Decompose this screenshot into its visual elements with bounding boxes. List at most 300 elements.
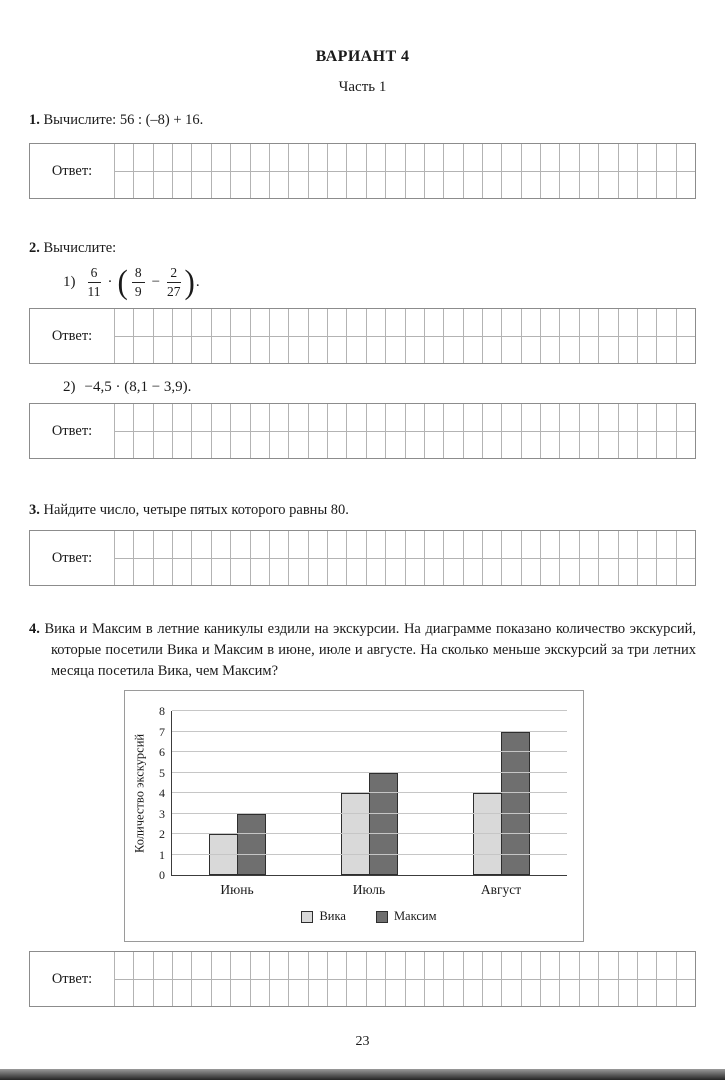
gridline (172, 772, 567, 773)
answer-grid-cell (230, 431, 249, 458)
answer-grid-cell (618, 336, 637, 363)
answer-grid-cell (114, 336, 133, 363)
answer-grid-cell (521, 309, 540, 336)
problem-2-item-2 (63, 376, 696, 398)
answer-grid-cell (521, 336, 540, 363)
answer-grid-cell (579, 558, 598, 585)
answer-grid-cell (327, 531, 346, 558)
y-tick-label: 1 (159, 847, 165, 862)
answer-grid-cell (443, 558, 462, 585)
answer-grid-cell (114, 309, 133, 336)
answer-grid-cell (366, 952, 385, 979)
answer-grid-cell (405, 431, 424, 458)
answer-grid-cell (327, 171, 346, 198)
bar-Максим-Июль (369, 773, 398, 876)
item-1-label: 1) (63, 273, 76, 290)
answer-grid-cell (269, 171, 288, 198)
answer-grid-cell (521, 431, 540, 458)
answer-grid-cell (618, 144, 637, 171)
answer-grid-cell (327, 558, 346, 585)
answer-box-4 (29, 530, 696, 586)
answer-grid-cell (250, 144, 269, 171)
answer-grid-cell (346, 558, 365, 585)
answer-grid-cell (424, 309, 443, 336)
answer-grid-cell (501, 531, 520, 558)
answer-grid-cell (172, 952, 191, 979)
answer-grid-cell (676, 404, 695, 431)
bar-Вика-Август (473, 793, 502, 875)
x-category-label: Август (480, 882, 522, 898)
answer-grid-cell (424, 171, 443, 198)
answer-grid-cell (598, 952, 617, 979)
answer-grid-cell (482, 558, 501, 585)
chart-y-axis-title: Количество экскурсий (132, 733, 147, 853)
problem-4-text: Вика и Максим в летние каникулы ездили на экскурсии. На диаграмме показано количество экскурсий, которые посетили Вика и Максим в июне, июле и августе. На сколько меньше экскурсий за три летних месяца посетила Вика, чем Максим? (44, 621, 697, 679)
answer-grid-cell (463, 309, 482, 336)
answer-grid-cell (559, 531, 578, 558)
fraction-2-27 (167, 265, 181, 300)
bar-Максим-Июнь (237, 814, 266, 876)
answer-grid-cell (598, 336, 617, 363)
bar-Вика-Июль (341, 793, 370, 875)
answer-grid-cell (153, 336, 172, 363)
problem-2-item-1 (63, 258, 696, 306)
answer-grid-cell (656, 171, 675, 198)
answer-grid-cell (443, 431, 462, 458)
close-paren: ) (184, 262, 195, 301)
gridline (172, 751, 567, 752)
answer-grid-cell (501, 952, 520, 979)
gridline (172, 792, 567, 793)
answer-grid-cell (211, 309, 230, 336)
answer-grid-cell (308, 309, 327, 336)
answer-grid-cell (172, 336, 191, 363)
answer-grid-5 (114, 952, 695, 1006)
answer-grid-cell (405, 404, 424, 431)
answer-grid-cell (463, 558, 482, 585)
answer-grid-cell (133, 979, 152, 1006)
answer-grid-cell (579, 979, 598, 1006)
answer-grid-cell (191, 979, 210, 1006)
answer-grid-cell (656, 404, 675, 431)
answer-grid-cell (133, 309, 152, 336)
answer-grid-cell (540, 558, 559, 585)
answer-grid-cell (288, 171, 307, 198)
fraction-denominator: 9 (134, 283, 142, 299)
answer-grid-cell (501, 979, 520, 1006)
answer-grid-cell (308, 171, 327, 198)
answer-grid-cell (211, 431, 230, 458)
bar-Вика-Июнь (209, 834, 238, 875)
answer-grid-cell (482, 309, 501, 336)
page-number: 23 (355, 1034, 370, 1050)
answer-grid-cell (463, 979, 482, 1006)
x-category-label: Июль (352, 882, 386, 898)
answer-grid-cell (269, 431, 288, 458)
answer-grid-cell (308, 336, 327, 363)
answer-grid-cell (405, 558, 424, 585)
y-tick-label: 0 (159, 868, 165, 883)
answer-grid-cell (463, 336, 482, 363)
answer-grid-cell (250, 558, 269, 585)
answer-grid-cell (521, 404, 540, 431)
chart-plot (171, 711, 567, 876)
answer-grid-cell (579, 144, 598, 171)
answer-grid-cell (618, 431, 637, 458)
answer-grid-cell (153, 309, 172, 336)
answer-grid-cell (153, 404, 172, 431)
answer-grid-cell (230, 144, 249, 171)
answer-grid-cell (443, 404, 462, 431)
answer-grid-cell (133, 531, 152, 558)
answer-grid-cell (366, 309, 385, 336)
answer-grid-cell (656, 309, 675, 336)
problem-3-number: 3. (29, 502, 40, 519)
answer-grid-cell (385, 171, 404, 198)
answer-grid-cell (172, 404, 191, 431)
answer-grid-2 (114, 309, 695, 363)
fraction-denominator: 27 (167, 283, 181, 299)
answer-grid-cell (230, 952, 249, 979)
answer-grid-cell (133, 144, 152, 171)
chart-inner (131, 704, 567, 924)
variant-title: ВАРИАНТ 4 (315, 48, 410, 65)
problem-1-text: Вычислите: 56 : (–8) + 16. (43, 112, 204, 128)
chart-legend (171, 909, 567, 924)
answer-grid-cell (308, 558, 327, 585)
problem-3 (29, 501, 696, 520)
chart-y-ticks (149, 704, 171, 883)
answer-grid-cell (114, 979, 133, 1006)
answer-grid-cell (327, 431, 346, 458)
answer-grid-cell (153, 979, 172, 1006)
scan-edge-shadow (0, 1069, 725, 1080)
answer-grid-cell (308, 979, 327, 1006)
gridline (172, 854, 567, 855)
answer-grid-cell (598, 558, 617, 585)
answer-grid-cell (211, 404, 230, 431)
answer-grid-cell (463, 171, 482, 198)
answer-grid-cell (501, 404, 520, 431)
fraction-6-11 (88, 265, 101, 300)
answer-grid-cell (269, 531, 288, 558)
answer-grid-cell (637, 144, 656, 171)
answer-grid-cell (250, 531, 269, 558)
answer-grid-cell (424, 979, 443, 1006)
chart-groups (172, 711, 567, 875)
answer-grid-cell (269, 144, 288, 171)
problem-4 (29, 619, 696, 681)
answer-grid-cell (133, 952, 152, 979)
bar-group-Июль (341, 711, 398, 875)
answer-grid-1 (114, 144, 695, 198)
answer-grid-cell (559, 431, 578, 458)
x-category-label: Июнь (220, 882, 254, 898)
answer-grid-cell (424, 404, 443, 431)
answer-grid-cell (405, 531, 424, 558)
answer-grid-cell (424, 952, 443, 979)
answer-grid-cell (637, 309, 656, 336)
y-tick-label: 7 (159, 724, 165, 739)
answer-grid-cell (308, 144, 327, 171)
gridline (172, 731, 567, 732)
answer-grid-cell (366, 431, 385, 458)
answer-grid-cell (133, 336, 152, 363)
answer-grid-cell (618, 404, 637, 431)
answer-grid-cell (211, 979, 230, 1006)
answer-grid-cell (656, 979, 675, 1006)
answer-grid-cell (676, 336, 695, 363)
answer-grid-cell (501, 171, 520, 198)
answer-grid-cell (288, 309, 307, 336)
answer-grid-cell (482, 952, 501, 979)
answer-grid-cell (269, 952, 288, 979)
answer-grid-cell (540, 336, 559, 363)
answer-grid-cell (385, 309, 404, 336)
minus-sign: − (151, 273, 161, 290)
answer-grid-cell (521, 558, 540, 585)
answer-grid-cell (172, 309, 191, 336)
answer-grid-cell (250, 336, 269, 363)
answer-grid-cell (327, 336, 346, 363)
answer-grid-cell (346, 979, 365, 1006)
answer-grid-cell (618, 952, 637, 979)
answer-grid-cell (366, 336, 385, 363)
answer-box-2 (29, 308, 696, 364)
answer-grid-cell (288, 404, 307, 431)
answer-grid-cell (385, 558, 404, 585)
answer-grid-cell (637, 979, 656, 1006)
answer-grid-cell (172, 558, 191, 585)
answer-grid-cell (405, 144, 424, 171)
answer-grid-cell (230, 309, 249, 336)
answer-grid-cell (385, 979, 404, 1006)
chart-x-labels (171, 882, 567, 898)
fraction-numerator: 6 (88, 265, 101, 283)
answer-grid-cell (676, 431, 695, 458)
answer-grid-cell (482, 431, 501, 458)
answer-grid-cell (250, 171, 269, 198)
answer-grid-cell (153, 171, 172, 198)
y-tick-label: 4 (159, 786, 165, 801)
gridline (172, 813, 567, 814)
answer-grid-cell (656, 431, 675, 458)
answer-grid-cell (211, 558, 230, 585)
answer-grid-cell (385, 431, 404, 458)
answer-grid-cell (559, 144, 578, 171)
legend-swatch (301, 911, 313, 923)
answer-grid-cell (443, 336, 462, 363)
answer-grid-cell (327, 979, 346, 1006)
answer-grid-cell (133, 431, 152, 458)
answer-grid-cell (385, 952, 404, 979)
answer-grid-cell (579, 431, 598, 458)
answer-grid-cell (153, 558, 172, 585)
y-tick-label: 3 (159, 806, 165, 821)
gridline (172, 833, 567, 834)
answer-grid-cell (250, 979, 269, 1006)
answer-label: Ответ: (51, 422, 93, 439)
answer-grid-cell (250, 404, 269, 431)
answer-grid-cell (598, 171, 617, 198)
answer-grid-cell (443, 309, 462, 336)
answer-grid-cell (637, 171, 656, 198)
answer-grid-cell (501, 336, 520, 363)
bar-group-Июнь (209, 711, 266, 875)
answer-grid-cell (288, 336, 307, 363)
answer-grid-cell (443, 952, 462, 979)
answer-grid-cell (288, 558, 307, 585)
answer-grid-cell (191, 404, 210, 431)
answer-grid-cell (656, 952, 675, 979)
answer-grid-cell (424, 431, 443, 458)
answer-grid-cell (579, 952, 598, 979)
answer-grid-cell (443, 171, 462, 198)
answer-grid-cell (230, 171, 249, 198)
answer-grid-cell (521, 979, 540, 1006)
answer-grid-cell (540, 531, 559, 558)
answer-grid-cell (540, 404, 559, 431)
answer-grid-cell (250, 431, 269, 458)
answer-grid-cell (676, 979, 695, 1006)
answer-grid-cell (676, 558, 695, 585)
answer-grid-cell (153, 531, 172, 558)
answer-grid-cell (405, 336, 424, 363)
answer-grid-cell (172, 431, 191, 458)
answer-grid-cell (676, 531, 695, 558)
answer-grid-cell (540, 979, 559, 1006)
answer-grid-cell (618, 309, 637, 336)
answer-grid-cell (559, 558, 578, 585)
answer-grid-cell (598, 531, 617, 558)
answer-grid-cell (308, 531, 327, 558)
answer-grid-cell (230, 404, 249, 431)
answer-grid-cell (269, 558, 288, 585)
answer-grid-cell (308, 404, 327, 431)
answer-grid-cell (482, 979, 501, 1006)
answer-box-3 (29, 403, 696, 459)
answer-box-5 (29, 951, 696, 1007)
answer-grid-cell (424, 144, 443, 171)
answer-grid-cell (637, 404, 656, 431)
answer-grid-cell (327, 309, 346, 336)
answer-grid-cell (540, 431, 559, 458)
answer-grid-cell (153, 144, 172, 171)
answer-grid-cell (114, 404, 133, 431)
answer-grid-cell (579, 404, 598, 431)
answer-grid-cell (540, 309, 559, 336)
answer-grid-cell (559, 404, 578, 431)
legend-label: Вика (319, 909, 346, 924)
answer-grid-cell (230, 558, 249, 585)
open-paren: ( (117, 262, 128, 301)
answer-grid-cell (463, 431, 482, 458)
answer-grid-cell (463, 404, 482, 431)
chart-plot-column (171, 711, 567, 924)
answer-grid-cell (405, 952, 424, 979)
answer-grid-cell (424, 558, 443, 585)
problem-4-number: 4. (29, 621, 40, 638)
item-2-label: 2) (63, 378, 76, 395)
legend-label: Максим (393, 909, 437, 924)
answer-grid-cell (191, 144, 210, 171)
answer-grid-cell (443, 979, 462, 1006)
answer-grid-cell (482, 144, 501, 171)
answer-grid-cell (482, 404, 501, 431)
answer-grid-cell (637, 952, 656, 979)
answer-grid-cell (288, 979, 307, 1006)
answer-grid-cell (521, 171, 540, 198)
answer-grid-cell (579, 336, 598, 363)
answer-grid-cell (308, 952, 327, 979)
legend-swatch (376, 911, 388, 923)
answer-grid-cell (191, 558, 210, 585)
answer-grid-cell (656, 336, 675, 363)
answer-grid-4 (114, 531, 695, 585)
problem-2-text: Вычислите: (43, 240, 117, 257)
answer-grid-cell (443, 531, 462, 558)
answer-grid-cell (463, 144, 482, 171)
answer-grid-cell (482, 336, 501, 363)
answer-grid-cell (230, 336, 249, 363)
answer-grid-cell (424, 336, 443, 363)
answer-grid-cell (501, 558, 520, 585)
fraction-numerator: 2 (167, 265, 181, 283)
answer-grid-cell (346, 309, 365, 336)
problem-1 (29, 111, 696, 130)
answer-grid-cell (443, 144, 462, 171)
item-2-expression: −4,5 · (8,1 − 3,9). (84, 378, 192, 395)
y-tick-label: 5 (159, 765, 165, 780)
answer-grid-cell (346, 431, 365, 458)
answer-grid-cell (346, 404, 365, 431)
answer-grid-cell (521, 952, 540, 979)
answer-grid-cell (211, 336, 230, 363)
answer-grid-cell (191, 336, 210, 363)
answer-grid-cell (676, 952, 695, 979)
answer-grid-cell (676, 144, 695, 171)
fraction-denominator: 11 (87, 283, 101, 299)
answer-grid-cell (211, 144, 230, 171)
answer-grid-cell (656, 144, 675, 171)
answer-grid-cell (598, 431, 617, 458)
answer-grid-cell (598, 404, 617, 431)
answer-grid-cell (114, 144, 133, 171)
answer-grid-cell (579, 171, 598, 198)
answer-grid-cell (618, 558, 637, 585)
problem-2 (29, 239, 696, 258)
answer-grid-cell (366, 144, 385, 171)
answer-grid-cell (656, 531, 675, 558)
y-tick-label: 6 (159, 745, 165, 760)
answer-grid-cell (211, 952, 230, 979)
answer-label: Ответ: (51, 970, 93, 987)
problem-3-text: Найдите число, четыре пятых которого равны 80. (43, 502, 349, 519)
answer-grid-cell (114, 531, 133, 558)
answer-grid-cell (114, 558, 133, 585)
answer-grid-cell (385, 336, 404, 363)
fraction-numerator: 8 (132, 265, 145, 283)
fraction-8-9 (132, 265, 145, 300)
answer-grid-cell (288, 431, 307, 458)
answer-grid-cell (676, 171, 695, 198)
answer-grid-cell (153, 431, 172, 458)
bar-chart (124, 690, 584, 942)
answer-grid-cell (366, 558, 385, 585)
answer-grid-cell (405, 309, 424, 336)
answer-grid-cell (153, 952, 172, 979)
answer-grid-cell (308, 431, 327, 458)
